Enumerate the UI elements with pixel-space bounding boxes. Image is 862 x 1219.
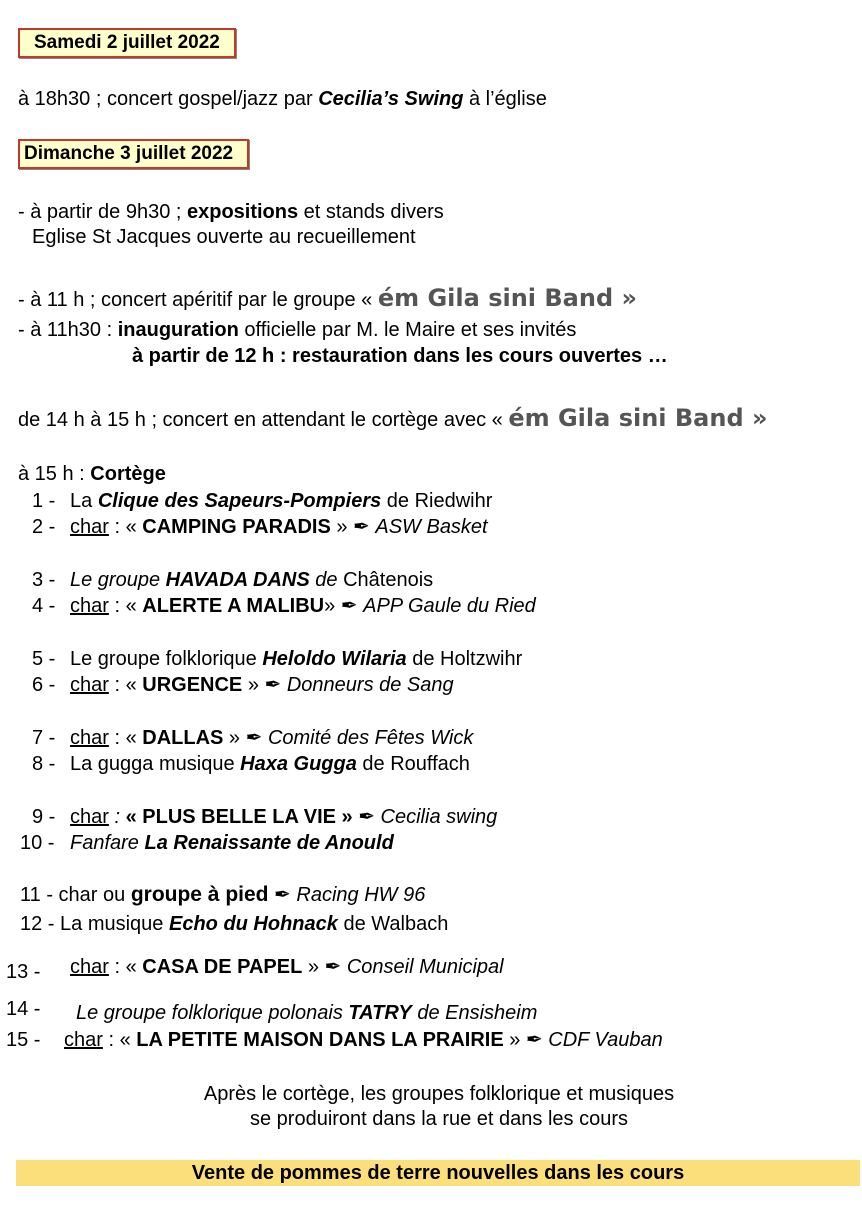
list-item: 6 - char : « URGENCE » ✒ Donneurs de Sang xyxy=(32,674,454,696)
list-item: 7 - char : « DALLAS » ✒ Comité des Fêtes Wick xyxy=(32,727,474,749)
after-parade-line-1: Après le cortège, les groupes folklorique et musiques xyxy=(203,1083,675,1105)
restauration-line: à partir de 12 h : restauration dans les cours ouvertes … xyxy=(132,345,668,367)
aperitif-concert-line: - à 11 h ; concert apéritif par le groupe « ém Gila sini Band » xyxy=(18,284,637,312)
list-item: 12 - La musique Echo du Hohnack de Walbach xyxy=(20,913,449,935)
list-item: 1 - La Clique des Sapeurs-Pompiers de Riedwihr xyxy=(32,490,493,512)
saturday-date: Samedi 2 juillet 2022 xyxy=(34,32,220,53)
footer-banner xyxy=(16,1160,860,1186)
band-name: ém Gila sini Band » xyxy=(377,284,637,312)
list-item: 5 - Le groupe folklorique Heloldo Wilaria de Holtzwihr xyxy=(32,648,523,670)
list-item: 10 - Fanfare La Renaissante de Anould xyxy=(20,832,394,854)
church-line: Eglise St Jacques ouverte au recueillement xyxy=(32,226,416,248)
band-name: ém Gila sini Band » xyxy=(508,404,768,432)
inauguration-line: - à 11h30 : inauguration officielle par M. le Maire et ses invités xyxy=(18,319,577,341)
footer-text: Vente de pommes de terre nouvelles dans les cours xyxy=(191,1162,685,1184)
saturday-date-box xyxy=(18,28,236,58)
list-item: 11 - char ou groupe à pied ✒ Racing HW 96 xyxy=(20,883,426,906)
list-item: 13 - char : « CASA DE PAPEL » ✒ Conseil Municipal xyxy=(6,956,504,983)
list-item: 14 - Le groupe folklorique polonais TATRY de Ensisheim xyxy=(6,998,538,1024)
cortege-heading: à 15 h : Cortège xyxy=(18,463,166,485)
saturday-concert-line: à 18h30 ; concert gospel/jazz par Cecilia’s Swing à l’église xyxy=(18,88,547,110)
after-parade-line-2: se produiront dans la rue et dans les cours xyxy=(250,1108,628,1130)
list-item: 8 - La gugga musique Haxa Gugga de Rouffach xyxy=(32,753,470,775)
list-item: 3 - Le groupe HAVADA DANS de Châtenois xyxy=(32,569,434,591)
expositions-line: - à partir de 9h30 ; expositions et stands divers xyxy=(18,201,444,223)
list-item: 2 - char : « CAMPING PARADIS » ✒ ASW Basket xyxy=(32,516,488,538)
afternoon-concert-line: de 14 h à 15 h ; concert en attendant le cortège avec « ém Gila sini Band » xyxy=(18,404,768,432)
list-item: 4 - char : « ALERTE A MALIBU» ✒ APP Gaule du Ried xyxy=(32,595,536,617)
list-item: 9 - char : « PLUS BELLE LA VIE » ✒ Cecilia swing xyxy=(32,806,498,828)
sunday-date: Dimanche 3 juillet 2022 xyxy=(24,143,234,164)
artist-cecilias-swing: Cecilia’s Swing xyxy=(318,88,464,110)
list-item: 15 - char : « LA PETITE MAISON DANS LA PRAIRIE » ✒ CDF Vauban xyxy=(6,1029,663,1051)
sunday-date-box xyxy=(18,139,249,169)
